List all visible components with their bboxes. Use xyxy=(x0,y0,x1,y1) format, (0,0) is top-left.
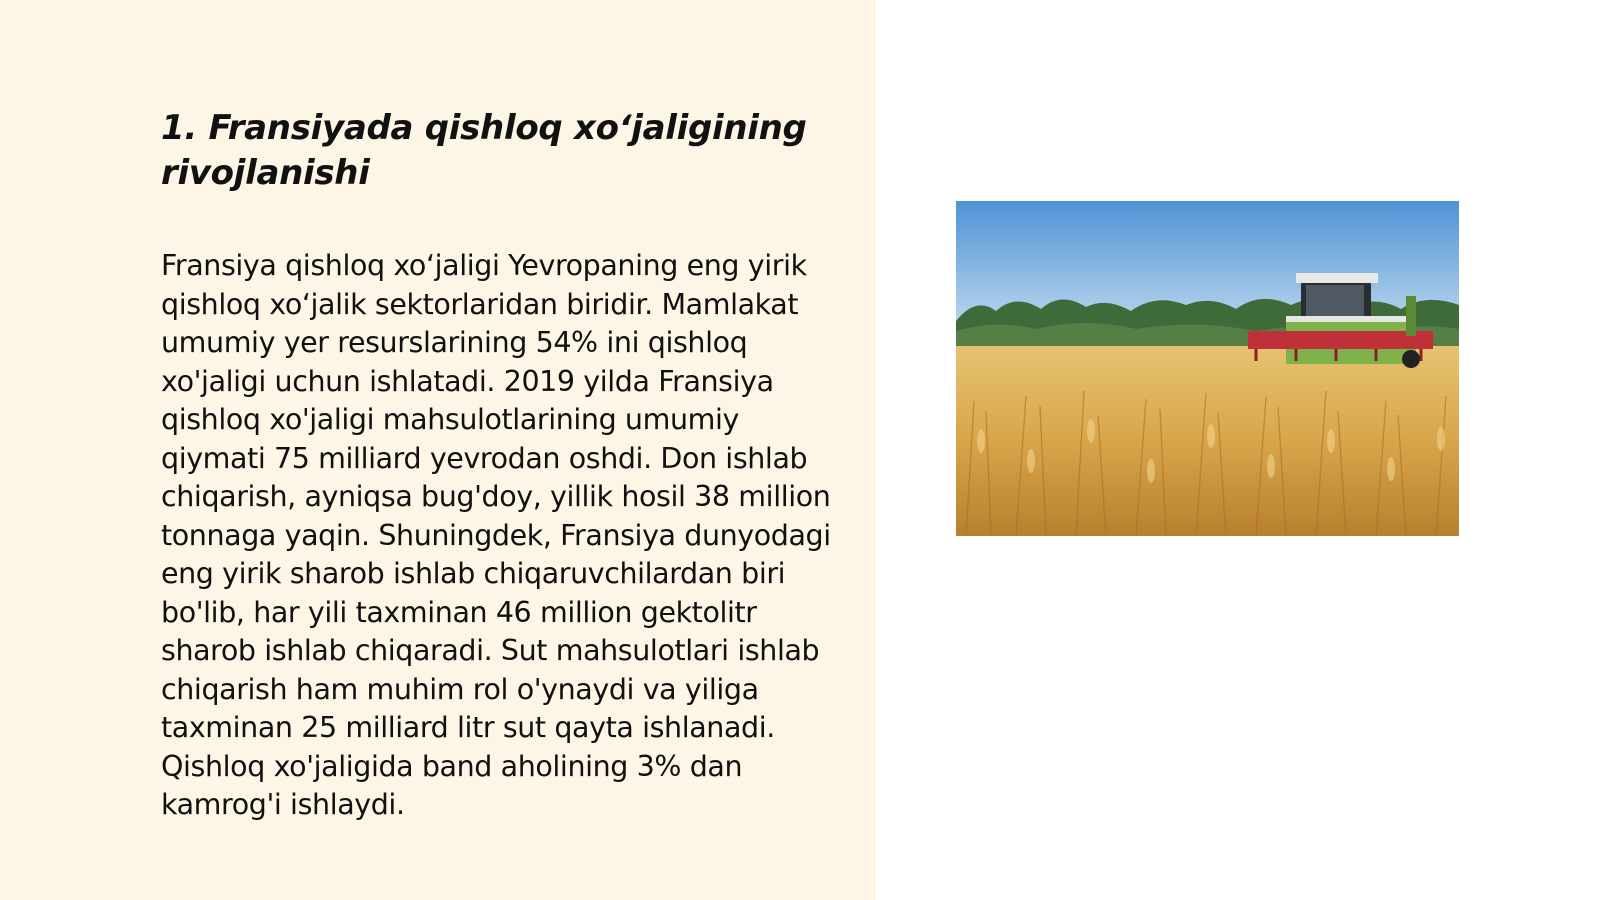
slide-title: 1. Fransiyada qishloq xo‘jaligining rivojlanishi xyxy=(161,108,807,193)
slide-body-text: Fransiya qishloq xo‘jaligi Yevropaning eng yirik qishloq xo‘jalik sektorlaridan biridir. Mamlakat umumiy yer resurslarining 54% ini qishloq xo'jaligi uchun ishlatadi. 2019 yilda Fransiya qishloq xo'jaligi mahsulotlarining umumiy qiymati 75 milliard yevrodan oshdi. Don ishlab chiqarish, ayniqsa bug'doy, yillik hosil 38 million tonnaga yaqin. Shuningdek, Fransiya dunyodagi eng yirik sharob ishlab chiqaruvchilardan biri bo'lib, har yili taxminan 46 million gektolitr sharob ishlab chiqaradi. Sut mahsulotlari ishlab chiqarish ham muhim rol o'ynaydi va yiliga taxminan 25 milliard litr sut qayta ishlanadi. Qishloq xo'jaligida band aholining 3% dan kamrog'i ishlaydi. xyxy=(161,249,831,821)
wheat-field-harvester-photo xyxy=(956,201,1459,536)
